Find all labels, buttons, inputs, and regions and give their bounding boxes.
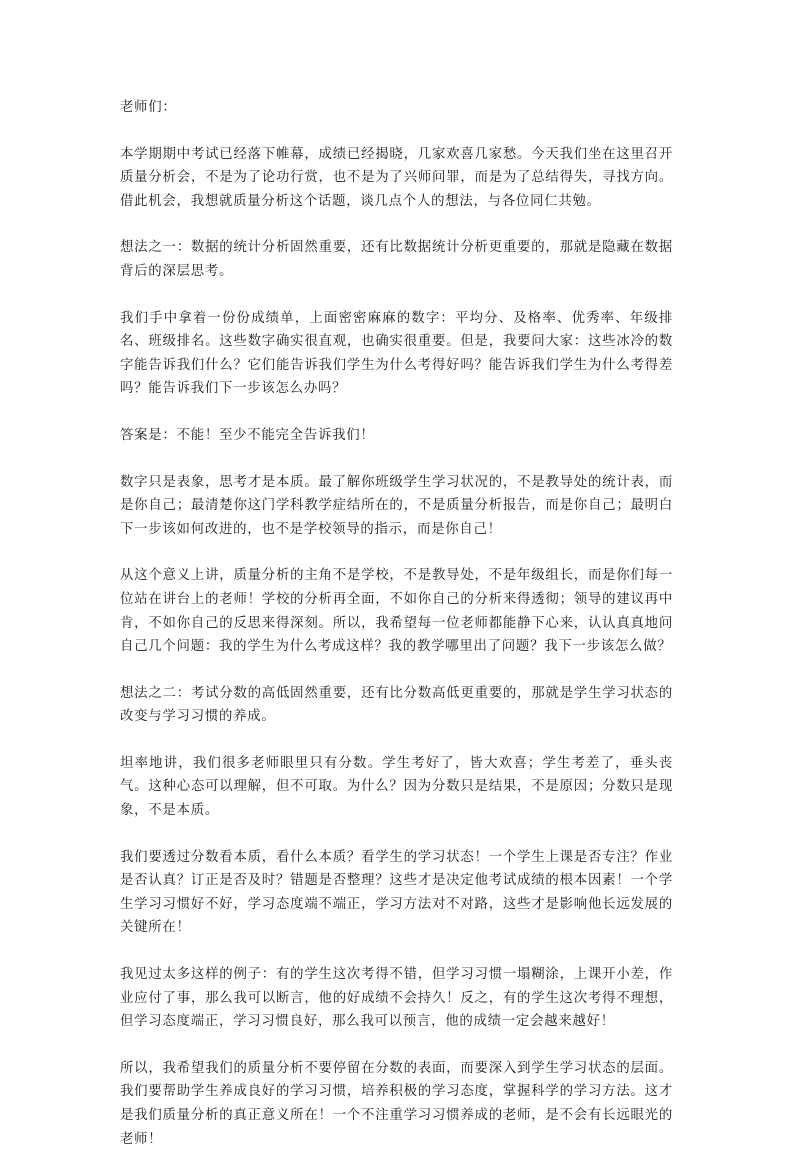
- paragraph-learning-state: 我们要透过分数看本质，看什么本质？看学生的学习状态！一个学生上课是否专注？作业是否认真？订正是否及时？错题是否整理？这些才是决定他考试成绩的根本因素！一个学生学习习惯好不好，学习态度端不端正，学习方法对不对路，这些才是影响他长远发展的关键所在！: [120, 849, 673, 936]
- paragraph-idea-one-heading: 想法之一：数据的统计分析固然重要，还有比数据统计分析更重要的，那就是隐藏在数据背后的深层思考。: [120, 240, 673, 279]
- paragraph-examples: 我见过太多这样的例子：有的学生这次考得不错，但学习习惯一塌糊涂，上课开小差，作业应付了事，那么我可以断言，他的好成绩不会持久！反之，有的学生这次考得不理想，但学习态度端正，学习习惯良好，那么我可以预言，他的成绩一定会越来越好！: [120, 967, 673, 1030]
- document-page: [120, 96, 673, 1174]
- paragraph-answer: 答案是：不能！至少不能完全告诉我们！: [120, 427, 375, 443]
- paragraph-idea-two-heading: 想法之二：考试分数的高低固然重要，还有比分数高低更重要的，那就是学生学习状态的改变与学习习惯的养成。: [120, 685, 673, 725]
- paragraph-conclusion: 所以，我希望我们的质量分析不要停留在分数的表面，而要深入到学生学习状态的层面。我们要帮助学生养成良好的学习习惯，培养积极的学习态度，掌握科学的学习方法。这才是我们质量分析的真正意义所在！一个不注重学习习惯养成的老师，是不会有长远眼光的老师！: [120, 1060, 673, 1147]
- salutation: 老师们：: [120, 100, 177, 115]
- paragraph-numbers-surface: 数字只是表象，思考才是本质。最了解你班级学生学习状况的，不是教导处的统计表，而是你自己；最清楚你这门学科教学症结所在的，不是质量分析报告，而是你自己；最明白下一步该如何改进的，也不是学校领导的指示，而是你自己！: [120, 474, 673, 537]
- paragraph-intro: 本学期期中考试已经落下帷幕，成绩已经揭晓，几家欢喜几家愁。今天我们坐在这里召开质量分析会，不是为了论功行赏，也不是为了兴师问罪，而是为了总结得失，寻找方向。借此机会，我想就质量分析这个话题，谈几点个人的想法，与各位同仁共勉。: [120, 146, 673, 209]
- paragraph-teacher-role: 从这个意义上讲，质量分析的主角不是学校，不是教导处，不是年级组长，而是你们每一位站在讲台上的老师！学校的分析再全面，不如你自己的分析来得透彻；领导的建议再中肯，不如你自己的反思来得深刻。所以，我希望每一位老师都能静下心来，认认真真地问自己几个问题：我的学生为什么考成这样？我的教学哪里出了问题？我下一步该怎么做？: [120, 568, 673, 655]
- paragraph-report-card: 我们手中拿着一份份成绩单，上面密密麻麻的数字：平均分、及格率、优秀率、年级排名、班级排名。这些数字确实很直观，也确实很重要。但是，我要问大家：这些冰冷的数字能告诉我们什么？它们能告诉我们学生为什么考得好吗？能告诉我们学生为什么考得差吗？能告诉我们下一步该怎么办吗？: [120, 310, 673, 397]
- paragraph-scores-attitude: 坦率地讲，我们很多老师眼里只有分数。学生考好了，皆大欢喜；学生考差了，垂头丧气。这种心态可以理解，但不可取。为什么？因为分数只是结果，不是原因；分数只是现象，不是本质。: [120, 755, 673, 819]
